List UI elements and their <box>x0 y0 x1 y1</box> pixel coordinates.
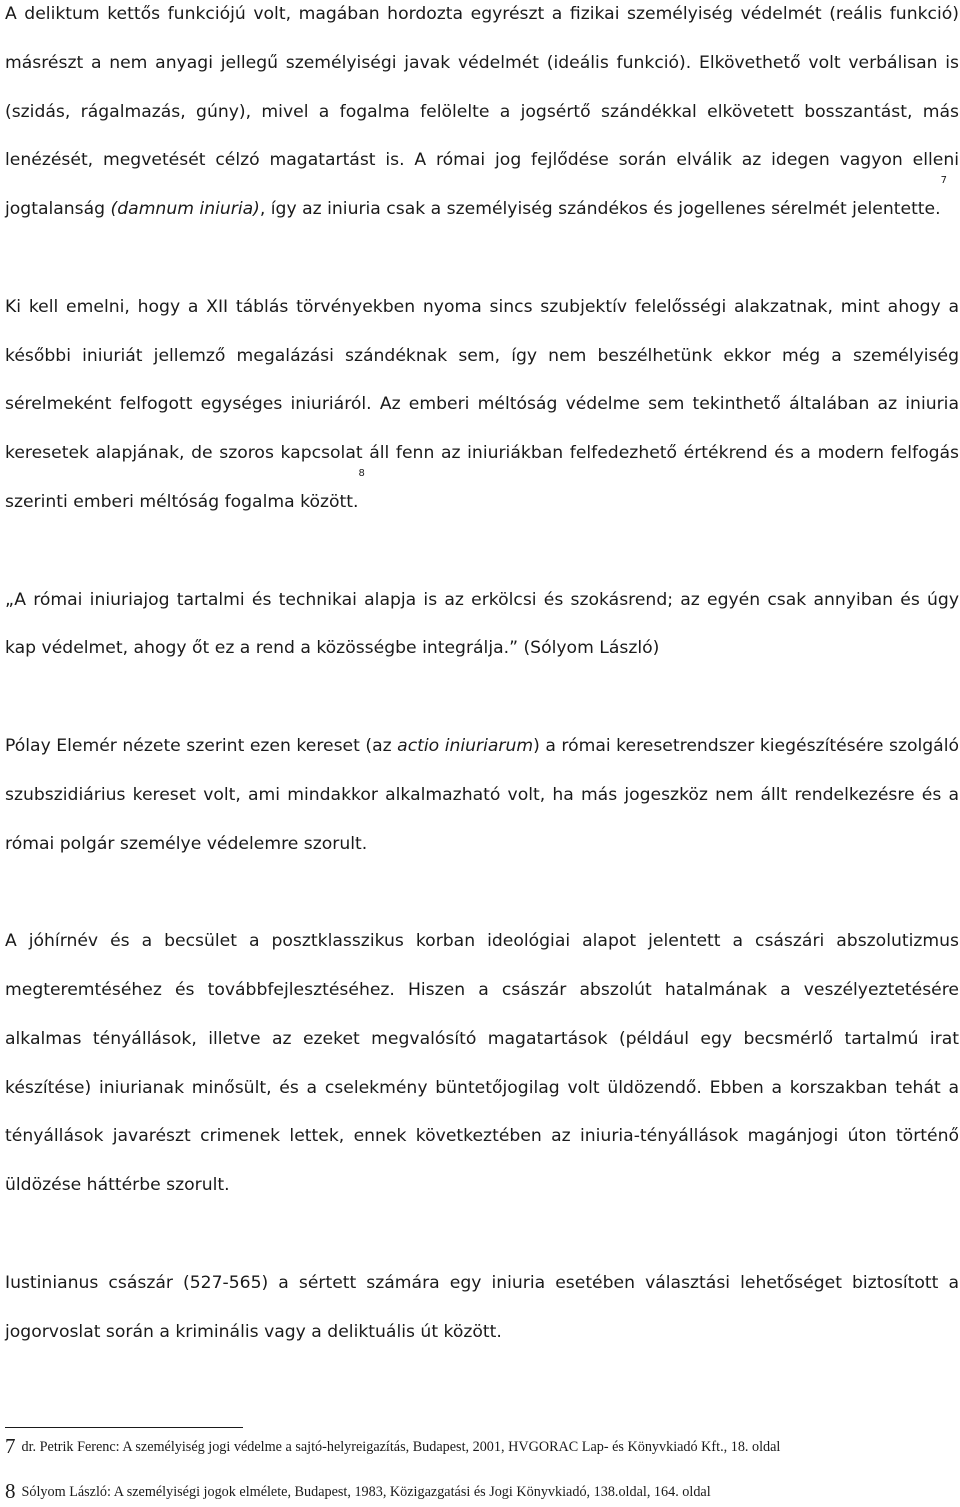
paragraph-quote <box>5 576 959 674</box>
footnote-number: 7 <box>5 1434 16 1458</box>
paragraph-text: , így az iniuria csak a személyiség szándékos és jogellenes sérelmét jelentette. <box>259 199 941 220</box>
footnote-divider <box>5 1427 243 1428</box>
paragraph-iustinianus <box>5 1259 959 1357</box>
paragraph-text: Ki kell emelni, hogy a XII táblás törvényekben nyoma sincs szubjektív felelősségi alakzatnak, mint ahogy a későbbi iniuriát jellemző megalázási szándéknak sem, így nem beszélhetünk ekkor még a személyiség sérelmeként felfogott egységes iniuriáról. Az emberi méltóság védelme sem tekinthető általában az iniuria keresetek alapjának, de szoros kapcsolat áll fenn az iniuriákban felfedezhető értékrend és a modern felfogás szerinti emberi méltóság fogalma között. <box>5 296 959 512</box>
paragraph-text: ) a római keresetrendszer kiegészítésére szolgáló szubszidiárius kereset volt, ami mindakkor alkalmazható volt, ha más jogeszköz nem állt rendelkezésre és a római polgár személye védelemre szorult. <box>5 735 959 854</box>
footnote-text: dr. Petrik Ferenc: A személyiség jogi védelme a sajtó-helyreigazítás, Budapest, 2001, HVGORAC Lap- és Könyvkiadó Kft., 18. oldal <box>21 1439 781 1455</box>
document-page <box>5 0 959 1356</box>
paragraph-reputation <box>5 917 959 1210</box>
paragraph-text: A deliktum kettős funkciójú volt, magában hordozta egyrészt a fizikai személyiség védelmét (reális funkció) másrészt a nem anyagi jellegű személyiségi javak védelmét (ideális funkció). Elkövethető volt verbálisan is (szidás, rágalmazás, gúny), mivel a fogalma felölelte a jogsértő szándékkal elkövetett bosszantást, más lenézését, megvetését célzó magatartást is. A római jog fejlődése során elválik az idegen vagyon elleni jogtalanság <box>5 4 959 220</box>
paragraph-delictum <box>5 0 959 234</box>
footnote-number: 8 <box>5 1479 16 1503</box>
footnote-8 <box>5 1477 711 1502</box>
paragraph-text: Iustinianus császár (527-565) a sértett számára egy iniuria esetében választási lehetőséget biztosított a jogorvoslat során a kriminális vagy a deliktuális út között. <box>5 1272 959 1342</box>
italic-term: actio iniuriarum <box>397 735 534 756</box>
paragraph-polay <box>5 722 959 868</box>
paragraph-text: Pólay Elemér nézete szerint ezen kereset (az <box>5 735 398 756</box>
footnote-ref[interactable]: 8 <box>358 467 365 479</box>
quote-text: „A római iniuriajog tartalmi és technikai alapja is az erkölcsi és szokásrend; az egyén csak annyiban és úgy kap védelmet, ahogy őt ez a rend a közösségbe integrálja.” (Sólyom László) <box>5 589 959 659</box>
footnote-7 <box>5 1432 780 1457</box>
footnote-ref[interactable]: 7 <box>940 175 947 187</box>
paragraph-xii-tables <box>5 283 959 527</box>
italic-term: (damnum iniuria) <box>110 199 260 220</box>
footnote-text: Sólyom László: A személyiségi jogok elmélete, Budapest, 1983, Közigazgatási és Jogi Könyvkiadó, 138.oldal, 164. oldal <box>21 1484 711 1500</box>
paragraph-text: A jóhírnév és a becsület a posztklasszikus korban ideológiai alapot jelentett a császári abszolutizmus megteremtéséhez és továbbfejlesztéséhez. Hiszen a császár abszolút hatalmának a veszélyeztetésére alkalmas tényállások, illetve az ezeket megvalósító magatartások (például egy becsmérlő tartalmú irat készítése) iniurianak minősült, és a cselekmény büntetőjogilag volt üldözendő. Ebben a korszakban tehát a tényállások javarészt crimenek lettek, ennek következtében az iniuria-tényállások magánjogi úton történő üldözése háttérbe szorult. <box>5 931 959 1196</box>
